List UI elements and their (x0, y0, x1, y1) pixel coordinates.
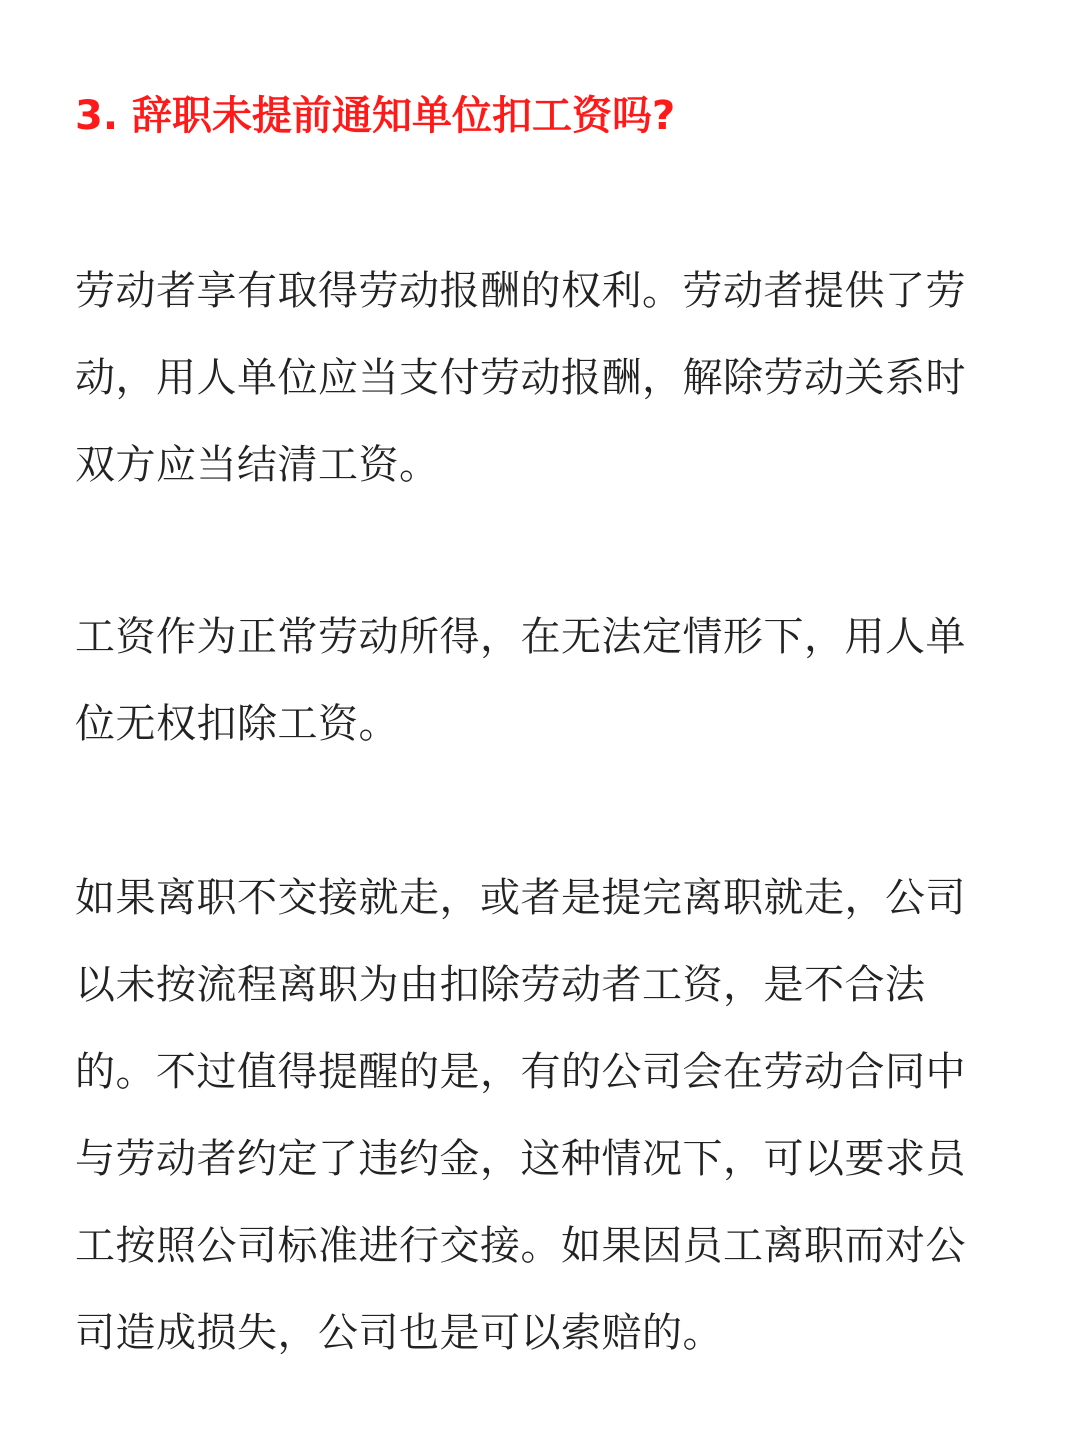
paragraph-3: 如果离职不交接就走，或者是提完离职就走，公司以未按流程离职为由扣除劳动者工资，是不合法的。不过值得提醒的是，有的公司会在劳动合同中与劳动者约定了违约金，这种情况下，可以要求员工按照公司标准进行交接。如果因员工离职而对公司造成损失，公司也是可以索赔的。 (75, 875, 966, 1356)
paragraph-2: 工资作为正常劳动所得，在无法定情形下，用人单位无权扣除工资。 (75, 614, 966, 747)
article-heading: 3. 辞职未提前通知单位扣工资吗? (75, 93, 676, 139)
paragraph-1: 劳动者享有取得劳动报酬的权利。劳动者提供了劳动，用人单位应当支付劳动报酬，解除劳动关系时双方应当结清工资。 (75, 268, 966, 488)
